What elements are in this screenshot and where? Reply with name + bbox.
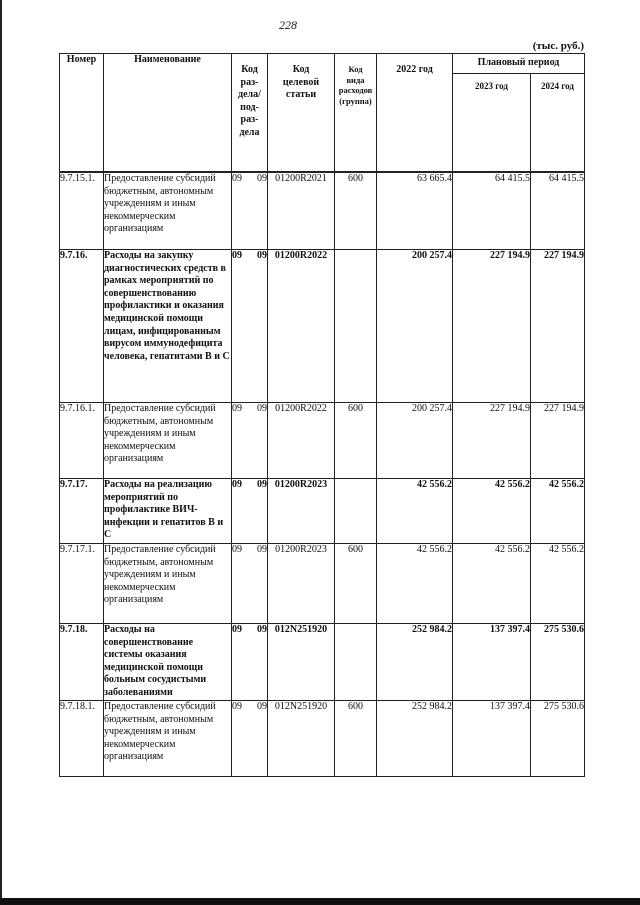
row-2024: 227 194.9 (531, 250, 585, 403)
row-2022: 63 665.4 (377, 173, 453, 250)
table-row (60, 173, 585, 250)
header-2023: 2023 год (453, 74, 531, 172)
row-expense-code: 600 (335, 173, 377, 250)
header-expense-code (335, 54, 377, 172)
row-section: 09 09 (232, 624, 268, 701)
row-2024: 275 530.6 (531, 624, 585, 701)
budget-table (59, 53, 585, 777)
header-target-line: целевой (282, 76, 320, 88)
row-2023: 227 194.9 (453, 250, 531, 403)
table-row (60, 250, 585, 403)
row-number: 9.7.15.1. (60, 173, 104, 250)
row-expense-code: 600 (335, 403, 377, 479)
row-2024: 275 530.6 (531, 701, 585, 777)
header-target-line: Код (292, 64, 310, 75)
row-target-code: 01200R2023 (268, 479, 335, 544)
row-name: Расходы на совершенствование системы оказания медицинской помощи больным сосудистыми заболеваниями (104, 624, 232, 701)
table-row (60, 479, 585, 544)
row-2022: 200 257.4 (377, 403, 453, 479)
row-target-code: 01200R2021 (268, 173, 335, 250)
header-expense-line: Код (348, 64, 363, 74)
units-label: (тыс. руб.) (532, 40, 584, 52)
row-2024: 42 556.2 (531, 544, 585, 624)
row-2024: 64 415.5 (531, 173, 585, 250)
table-row (60, 544, 585, 624)
header-target-code (268, 54, 335, 172)
row-2022: 42 556.2 (377, 544, 453, 624)
row-section: 09 09 (232, 544, 268, 624)
row-target-code: 01200R2023 (268, 544, 335, 624)
header-section-line: дела/ (238, 89, 261, 101)
row-2023: 137 397.4 (453, 701, 531, 777)
header-expense-line: расходов (338, 85, 373, 95)
header-2022-label: 2022 год (396, 64, 433, 75)
row-section: 09 09 (232, 250, 268, 403)
row-2022: 252 984.2 (377, 624, 453, 701)
header-section-code (232, 54, 268, 172)
page-number: 228 (279, 18, 297, 32)
row-name: Предоставление субсидий бюджетным, автономным учреждениям и иным некоммерческим организациям (104, 544, 232, 624)
row-2024: 42 556.2 (531, 479, 585, 544)
row-2023: 42 556.2 (453, 544, 531, 624)
row-number: 9.7.17.1. (60, 544, 104, 624)
row-name: Расходы на закупку диагностических средств в рамках мероприятий по совершенствованию профилактики и оказания медицинской помощи лицам, инфицированным вирусом иммунодефицита человека, гепатитами В и С (104, 250, 232, 403)
row-section: 09 09 (232, 701, 268, 777)
row-target-code: 012N251920 (268, 624, 335, 701)
row-expense-code (335, 250, 377, 403)
row-section: 09 09 (232, 403, 268, 479)
page-frame-left-edge (0, 0, 2, 905)
row-number: 9.7.16.1. (60, 403, 104, 479)
row-name: Расходы на реализацию мероприятий по профилактике ВИЧ-инфекции и гепатитов В и С (104, 479, 232, 544)
header-name: Наименование (104, 54, 232, 172)
row-expense-code (335, 479, 377, 544)
table-row (60, 624, 585, 701)
table-row (60, 701, 585, 777)
header-section-line: под- (240, 101, 259, 113)
row-name: Предоставление субсидий бюджетным, автономным учреждениям и иным некоммерческим организациям (104, 403, 232, 479)
row-2024: 227 194.9 (531, 403, 585, 479)
header-expense-line: вида (346, 74, 365, 85)
row-2023: 137 397.4 (453, 624, 531, 701)
row-2022: 200 257.4 (377, 250, 453, 403)
row-expense-code: 600 (335, 701, 377, 777)
header-2024: 2024 год (531, 74, 585, 172)
header-number: Номер (60, 54, 104, 172)
row-section: 09 09 (232, 173, 268, 250)
row-expense-code (335, 624, 377, 701)
header-target-line: статьи (285, 89, 317, 101)
row-2022: 252 984.2 (377, 701, 453, 777)
header-section-line: дела (239, 126, 260, 138)
row-number: 9.7.18.1. (60, 701, 104, 777)
row-number: 9.7.17. (60, 479, 104, 544)
row-2023: 42 556.2 (453, 479, 531, 544)
table-row (60, 403, 585, 479)
row-number: 9.7.16. (60, 250, 104, 403)
header-2022 (377, 54, 453, 172)
row-section: 09 09 (232, 479, 268, 544)
row-target-code: 01200R2022 (268, 250, 335, 403)
page-frame-bottom-edge (0, 898, 640, 905)
row-2022: 42 556.2 (377, 479, 453, 544)
row-name: Предоставление субсидий бюджетным, автономным учреждениям и иным некоммерческим организациям (104, 173, 232, 250)
row-name: Предоставление субсидий бюджетным, автономным учреждениям и иным некоммерческим организациям (104, 701, 232, 777)
row-number: 9.7.18. (60, 624, 104, 701)
row-2023: 227 194.9 (453, 403, 531, 479)
header-section-line: Код (241, 64, 258, 75)
row-target-code: 012N251920 (268, 701, 335, 777)
row-target-code: 01200R2022 (268, 403, 335, 479)
header-plan-period: Плановый период (453, 54, 585, 74)
header-expense-line: (группа) (339, 95, 372, 106)
row-2023: 64 415.5 (453, 173, 531, 250)
header-section-line: раз- (240, 76, 259, 88)
header-section-line: раз- (240, 114, 259, 126)
row-expense-code: 600 (335, 544, 377, 624)
